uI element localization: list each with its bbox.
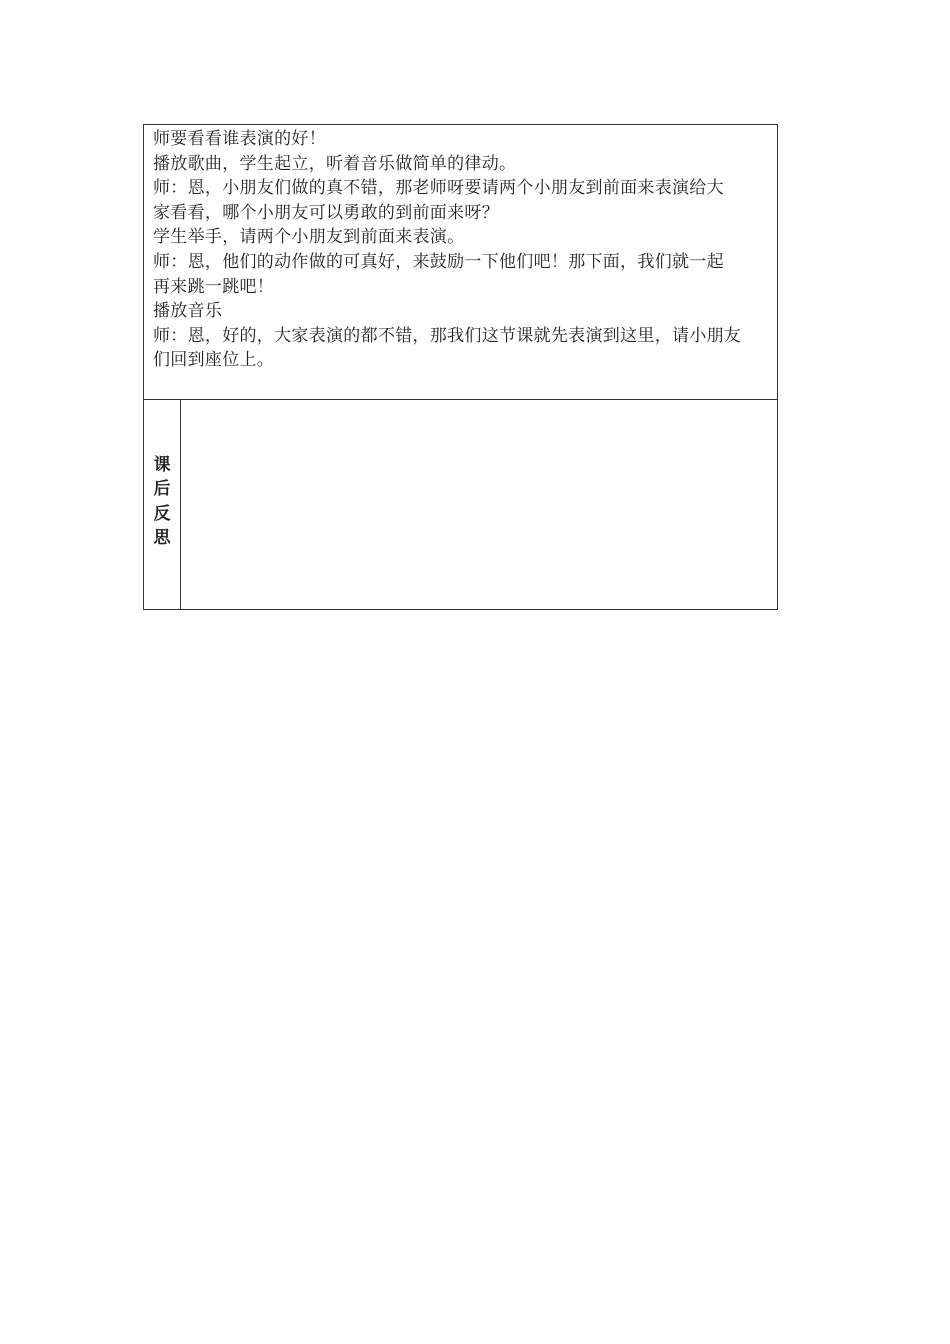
lesson-line: 们回到座位上。 — [153, 350, 275, 371]
reflection-row — [144, 400, 777, 609]
lesson-content-cell — [144, 125, 777, 400]
reflection-label-cell — [144, 400, 181, 609]
lesson-line: 再来跳一跳吧！ — [153, 276, 275, 297]
lesson-line: 师：恩，他们的动作做的可真好，来鼓励一下他们吧！那下面，我们就一起 — [153, 251, 724, 272]
lesson-line: 师要看看谁表演的好！ — [153, 129, 326, 149]
lesson-line: 学生举手，请两个小朋友到前面来表演。 — [153, 227, 465, 248]
lesson-line: 师：恩，小朋友们做的真不错，那老师呀要请两个小朋友到前面来表演给大 — [153, 178, 724, 199]
lesson-plan-table — [143, 124, 778, 610]
lesson-line: 播放歌曲，学生起立，听着音乐做简单的律动。 — [153, 153, 517, 174]
reflection-label: 课后反思 — [153, 454, 171, 548]
reflection-content-cell — [181, 400, 777, 609]
lesson-line: 播放音乐 — [153, 301, 223, 322]
lesson-line: 家看看，哪个小朋友可以勇敢的到前面来呀？ — [153, 202, 499, 223]
lesson-line: 师：恩，好的，大家表演的都不错，那我们这节课就先表演到这里，请小朋友 — [153, 325, 742, 346]
